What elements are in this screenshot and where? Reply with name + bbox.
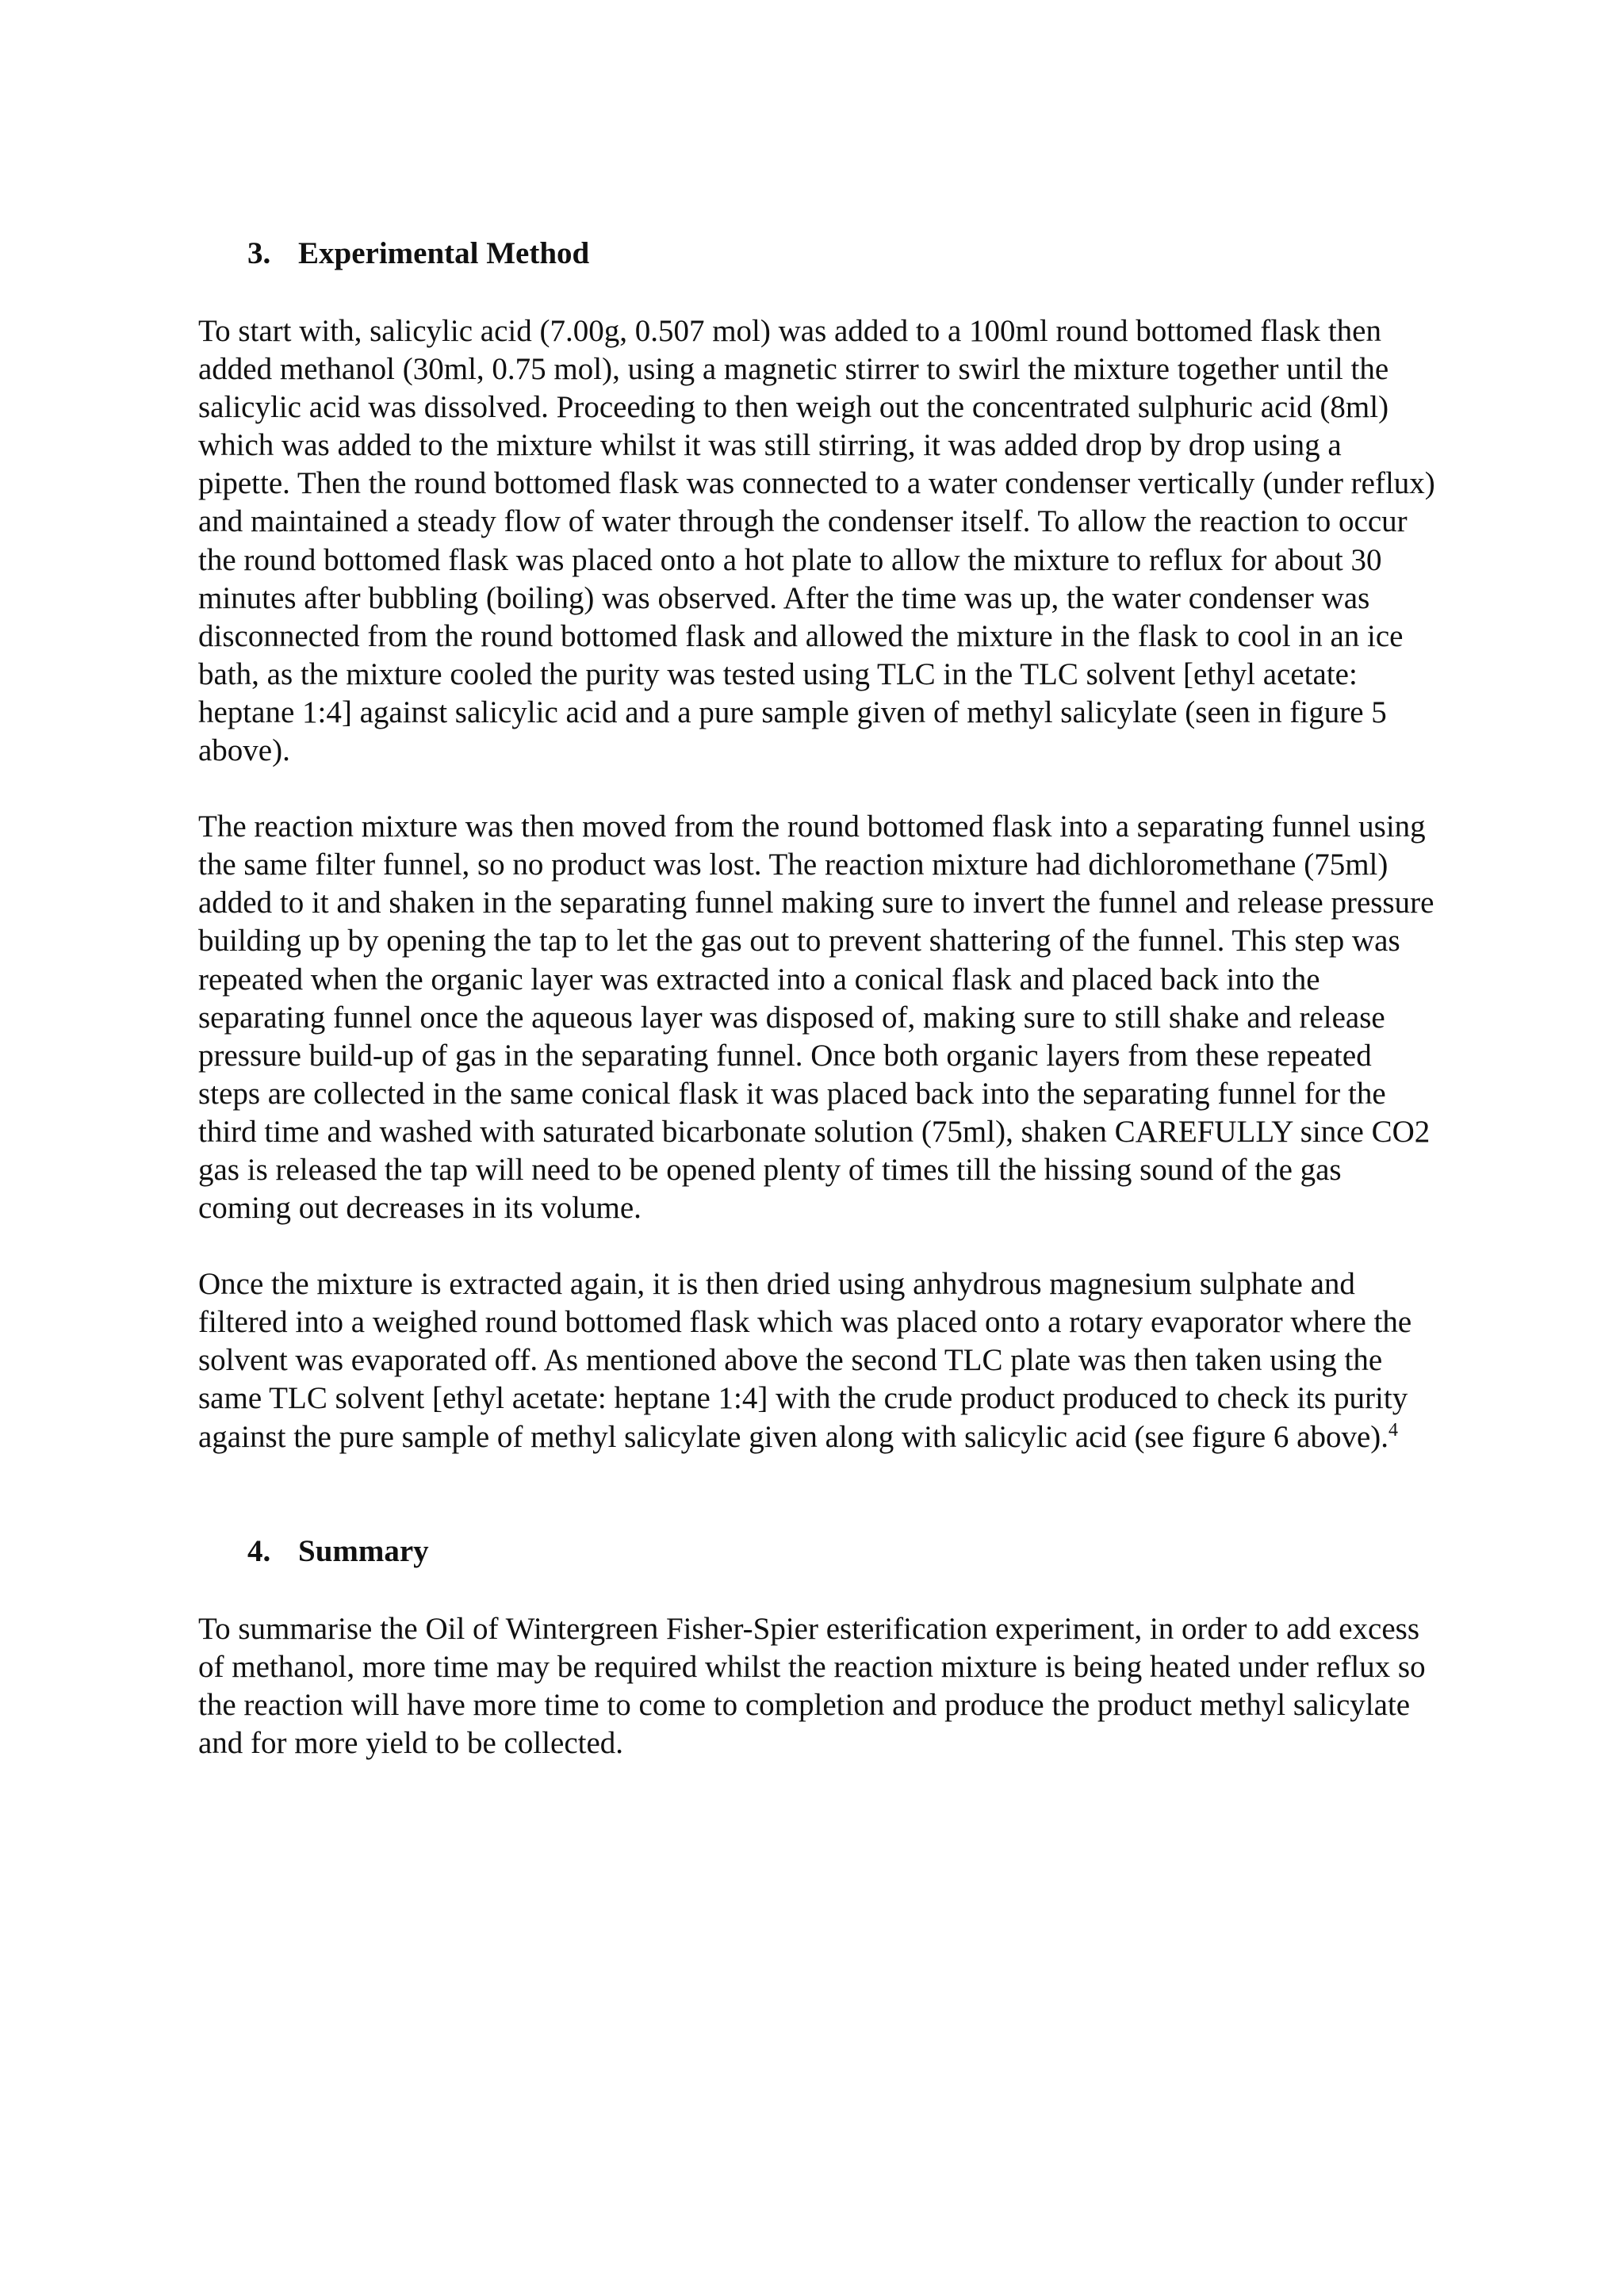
footnote-reference: 4 xyxy=(1388,1419,1398,1441)
summary-paragraph: To summarise the Oil of Wintergreen Fisher-Spier esterification experiment, in order to add excess of methanol, more time may be required whilst the reaction mixture is being heated under reflux so the reaction will have more time to come to completion and produce the product methyl salicylate and for more yield to be collected. xyxy=(198,1611,1426,1760)
section-heading-experimental-method xyxy=(198,235,1435,273)
section-title: Summary xyxy=(298,1533,429,1568)
method-paragraph-3-text: Once the mixture is extracted again, it is then dried using anhydrous magnesium sulphate and filtered into a weighed round bottomed flask which was placed onto a rotary evaporator where the solvent was evaporated off. As mentioned above the second TLC plate was then taken using the same TLC solvent [ethyl acetate: heptane 1:4] with the crude product produced to check its purity against the pure sample of methyl salicylate given along with salicylic acid (see figure 6 above). xyxy=(198,1267,1412,1454)
section-title: Experimental Method xyxy=(298,236,590,270)
method-paragraph-1: To start with, salicylic acid (7.00g, 0.507 mol) was added to a 100ml round bottomed flask then added methanol (30ml, 0.75 mol), using a magnetic stirrer to swirl the mixture together until the salicylic acid was dissolved. Proceeding to then weigh out the concentrated sulphuric acid (8ml) which was added to the mixture whilst it was still stirring, it was added drop by drop using a pipette. Then the round bottomed flask was connected to a water condenser vertically (under reflux) and maintained a steady flow of water through the condenser itself. To allow the reaction to occur the round bottomed flask was placed onto a hot plate to allow the mixture to reflux for about 30 minutes after bubbling (boiling) was observed. After the time was up, the water condenser was disconnected from the round bottomed flask and allowed the mixture in the flask to cool in an ice bath, as the mixture cooled the purity was tested using TLC in the TLC solvent [ethyl acetate: heptane 1:4] against salicylic acid and a pure sample given of methyl salicylate (seen in figure 5 above). xyxy=(198,314,1435,768)
method-paragraph-3 xyxy=(198,1265,1435,1456)
section-heading-summary xyxy=(198,1533,1435,1571)
method-paragraph-2: The reaction mixture was then moved from the round bottomed flask into a separating funnel using the same filter funnel, so no product was lost. The reaction mixture had dichloromethane (75ml) added to it and shaken in the separating funnel making sure to invert the funnel and release pressure building up by opening the tap to let the gas out to prevent shattering of the funnel. This step was repeated when the organic layer was extracted into a conical flask and placed back into the separating funnel once the aqueous layer was disposed of, making sure to still shake and release pressure build-up of gas in the separating funnel. Once both organic layers from these repeated steps are collected in the same conical flask it was placed back into the separating funnel for the third time and washed with saturated bicarbonate solution (75ml), shaken CAREFULLY since CO2 gas is released the tap will need to be opened plenty of times till the hissing sound of the gas coming out decreases in its volume. xyxy=(198,809,1434,1226)
section-number: 4. xyxy=(247,1533,271,1568)
section-number: 3. xyxy=(247,236,271,270)
page-content xyxy=(198,235,1435,1762)
